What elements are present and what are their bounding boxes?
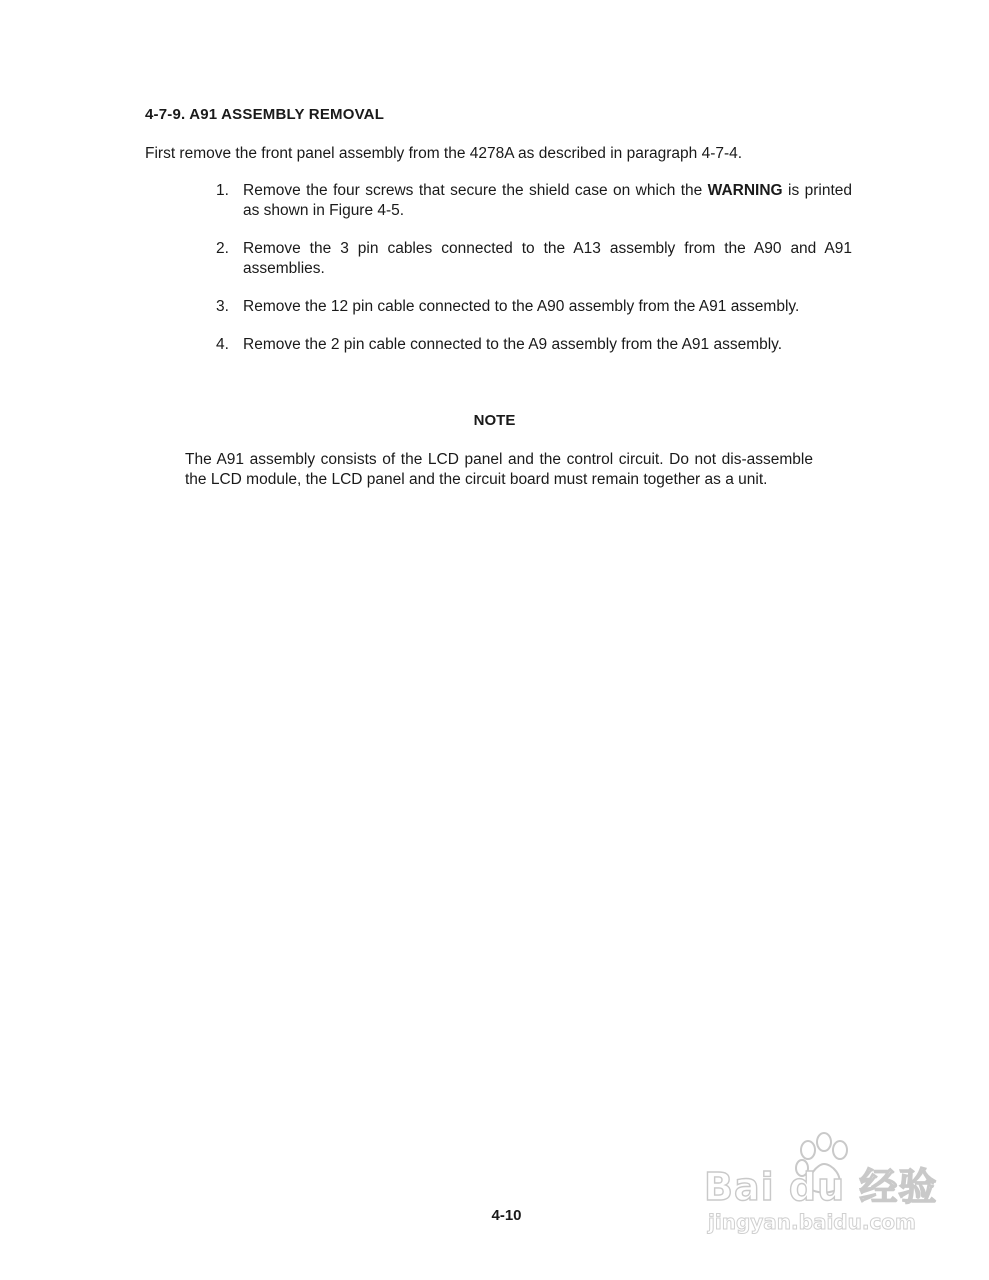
step-number: 3.: [216, 298, 229, 315]
note-title: NOTE: [473, 412, 516, 429]
watermark-url: jingyan.baidu.com: [708, 1210, 916, 1234]
step-number: 2.: [216, 240, 229, 257]
watermark-logo-text: Bai du 经验: [704, 1165, 938, 1209]
step-number: 4.: [216, 336, 229, 353]
step-3: [216, 297, 852, 317]
warning-emphasis: WARNING: [707, 182, 783, 199]
section-heading: 4-7-9. A91 ASSEMBLY REMOVAL: [145, 106, 385, 123]
step-text: Remove the four screws that secure the shield case on which the: [243, 182, 708, 199]
step-text: Remove the 3 pin cables connected to the A13 assembly from the A90 and A91 assemblies.: [243, 240, 852, 277]
procedure-steps: [216, 181, 852, 373]
step-1: [216, 181, 852, 221]
baidu-watermark: [700, 1130, 940, 1250]
note-body: The A91 assembly consists of the LCD panel and the control circuit. Do not dis-assemble the LCD module, the LCD panel and the circuit board must remain together as a unit.: [185, 451, 813, 488]
step-text: is printed as shown in Figure 4-5.: [243, 182, 852, 219]
step-text: Remove the 2 pin cable connected to the A9 assembly from the A91 assembly.: [243, 336, 783, 353]
intro-paragraph: First remove the front panel assembly from the 4278A as described in paragraph 4-7-4.: [145, 145, 743, 162]
step-text: Remove the 12 pin cable connected to the A90 assembly from the A91 assembly.: [243, 298, 800, 315]
step-number: 1.: [216, 182, 229, 199]
step-4: [216, 335, 852, 355]
page-number: 4-10: [491, 1207, 522, 1224]
step-2: [216, 239, 852, 279]
